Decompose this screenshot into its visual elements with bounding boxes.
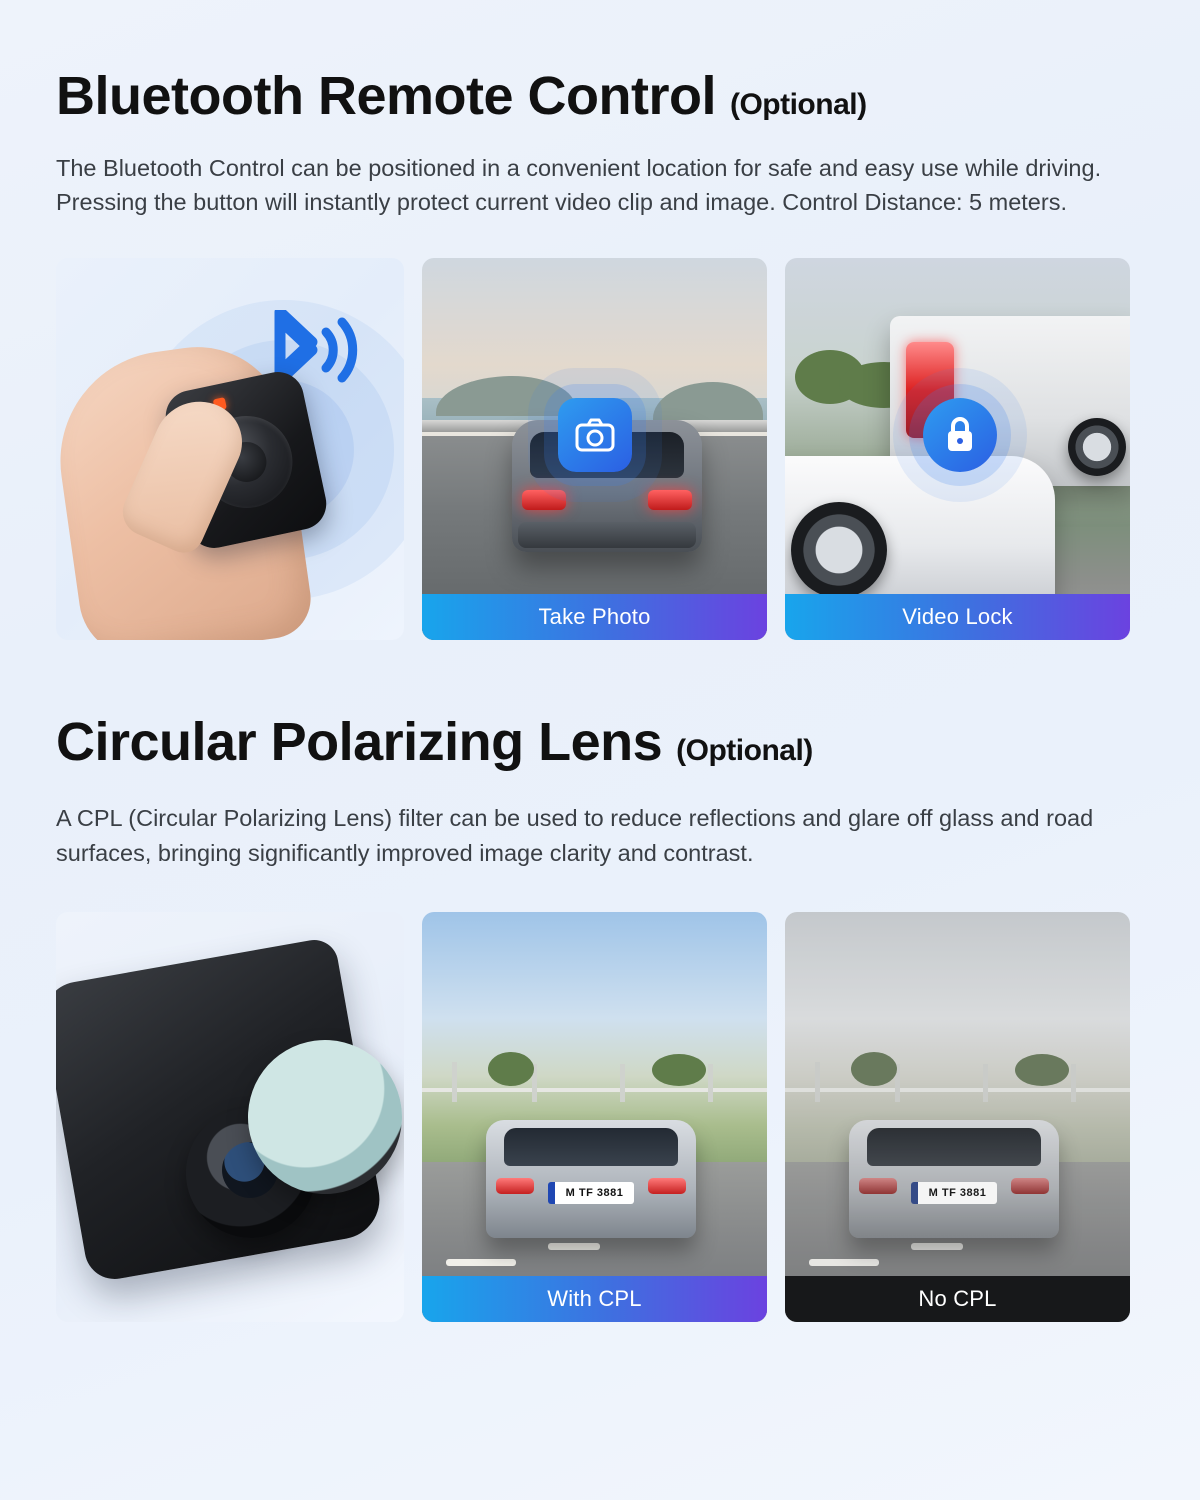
fence-post xyxy=(452,1062,457,1102)
rear-window xyxy=(867,1128,1041,1166)
tree xyxy=(652,1054,706,1086)
license-plate: M TF 3881 xyxy=(911,1182,997,1204)
tree xyxy=(1015,1054,1069,1086)
collision-scene xyxy=(785,258,1130,640)
headland-right xyxy=(653,382,763,422)
section-title-main: Bluetooth Remote Control xyxy=(56,66,716,126)
rear-bumper xyxy=(518,522,696,548)
fence-post xyxy=(815,1062,820,1102)
card-no-cpl xyxy=(785,912,1130,1322)
card-caption-take-photo: Take Photo xyxy=(422,594,767,640)
section-circular-polarizing-lens xyxy=(56,640,1144,1322)
section-title-optional-cpl: (Optional) xyxy=(676,734,813,768)
fence-rail xyxy=(422,1088,767,1092)
tail-light-left xyxy=(522,490,566,510)
lane-marking xyxy=(446,1259,516,1266)
truck-wheel xyxy=(1068,418,1126,476)
section-description: The Bluetooth Control can be positioned in a convenient location for safe and easy use while driving. Pressing the button will instantly protect current video clip and image. Control Distance: 5 meters. xyxy=(56,154,1102,216)
section-title-main-cpl: Circular Polarizing Lens xyxy=(56,712,663,773)
fence-post xyxy=(1071,1064,1076,1102)
rear-window xyxy=(504,1128,678,1166)
camera-icon xyxy=(558,398,632,472)
license-plate: M TF 3881 xyxy=(548,1182,634,1204)
damaged-white-car xyxy=(785,456,1055,606)
section-bluetooth-remote-control xyxy=(56,0,1144,640)
silver-sedan xyxy=(486,1120,696,1238)
fence-post xyxy=(708,1064,713,1102)
highway-scene-no-cpl xyxy=(785,912,1130,1322)
section-title-optional: (Optional) xyxy=(729,88,867,121)
tail-light-left xyxy=(496,1178,534,1194)
tail-light-right xyxy=(648,1178,686,1194)
image-grid-cpl xyxy=(56,912,1144,1322)
card-take-photo xyxy=(422,258,767,640)
silver-sedan xyxy=(849,1120,1059,1238)
fence-post xyxy=(983,1064,988,1102)
tail-light-left xyxy=(859,1178,897,1194)
headland-left xyxy=(436,376,576,416)
highway-scene-with-cpl xyxy=(422,912,767,1322)
cpl-product-scene xyxy=(56,912,404,1322)
card-with-cpl xyxy=(422,912,767,1322)
section-description-cpl: A CPL (Circular Polarizing Lens) filter can be used to reduce reflections and glare off glass and road surfaces, bringing significantly improved image clarity and contrast. xyxy=(56,804,1094,866)
card-remote-in-hand xyxy=(56,258,404,640)
page-title xyxy=(56,68,1144,125)
tree xyxy=(851,1052,897,1086)
card-caption-no-cpl: No CPL xyxy=(785,1276,1130,1322)
card-caption-with-cpl: With CPL xyxy=(422,1276,767,1322)
lane-marking xyxy=(548,1243,600,1250)
card-video-lock xyxy=(785,258,1130,640)
remote-scene xyxy=(56,258,404,640)
lane-marking xyxy=(911,1243,963,1250)
tail-light-right xyxy=(1011,1178,1049,1194)
tree xyxy=(488,1052,534,1086)
card-cpl-product xyxy=(56,912,404,1322)
lane-marking xyxy=(809,1259,879,1266)
fence-post xyxy=(620,1064,625,1102)
coastal-road-scene xyxy=(422,258,767,640)
card-caption-video-lock: Video Lock xyxy=(785,594,1130,640)
page-title-secondary xyxy=(56,714,1144,771)
tail-light-right xyxy=(648,490,692,510)
image-grid-bluetooth xyxy=(56,258,1144,640)
lock-icon xyxy=(923,398,997,472)
fence-rail xyxy=(785,1088,1130,1092)
car-wheel xyxy=(791,502,887,598)
